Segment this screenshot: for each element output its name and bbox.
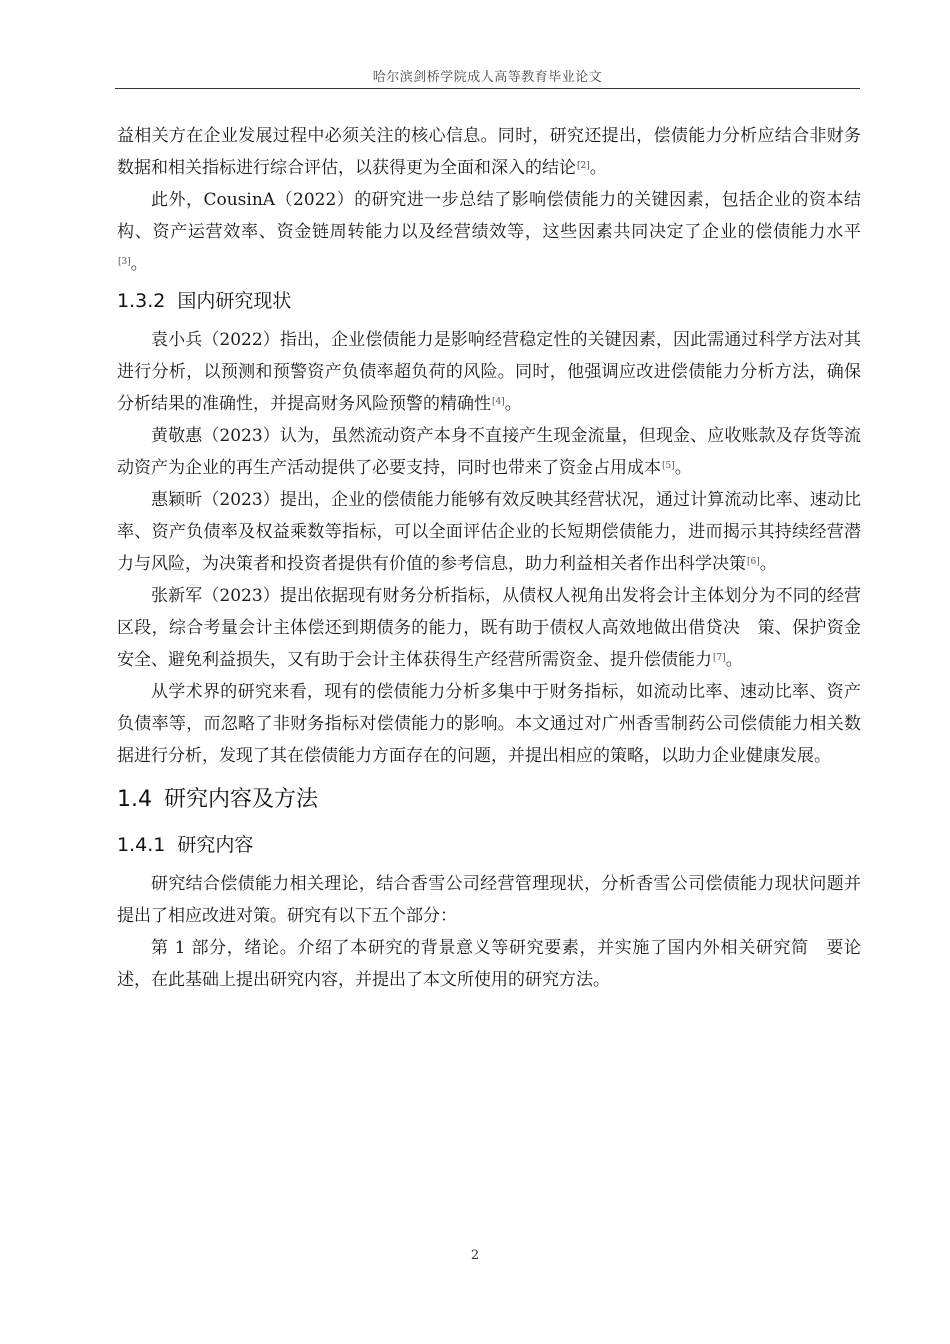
paragraph: [117, 868, 861, 932]
citation-ref[interactable]: [4]: [492, 397, 505, 407]
paragraph-tail: 。: [130, 254, 148, 274]
paragraph-text: 惠颖昕（2023）提出，企业的偿债能力能够有效反映其经营状况，通过计算流动比率、速动比率、资产负债率及权益乘数等指标，可以全面评估企业的长短期偿债能力，进而揭示其持续经营潜力与风险，为决策者和投资者提供有价值的参考信息，助力利益相关者作出科学决策: [117, 490, 861, 574]
citation-ref[interactable]: [2]: [577, 161, 590, 171]
heading-1-3-2: [117, 282, 861, 320]
paragraph-text: 益相关方在企业发展过程中必须关注的核心信息。同时，研究还提出，偿债能力分析应结合非财务数据和相关指标进行综合评估，以获得更为全面和深入的结论: [117, 126, 861, 178]
citation-ref[interactable]: [7]: [713, 653, 726, 663]
header-rule: [115, 88, 860, 89]
paragraph-text: 第 1 部分，绪论。介绍了本研究的背景意义等研究要素，并实施了国内外相关研究简 要论述，在此基础上提出研究内容，并提出了本文所使用的研究方法。: [117, 938, 861, 990]
paragraph-tail: 。: [504, 394, 522, 414]
heading-1-4: [117, 778, 861, 822]
paragraph: [117, 420, 861, 484]
citation-ref[interactable]: [3]: [118, 257, 131, 267]
heading-number: 1.3.2: [117, 290, 166, 312]
citation-ref[interactable]: [6]: [747, 557, 760, 567]
paragraph-text: 研究结合偿债能力相关理论，结合香雪公司经营管理现状，分析香雪公司偿债能力现状问题并提出了相应改进对策。研究有以下五个部分：: [117, 874, 861, 926]
paragraph-tail: 。: [725, 650, 743, 670]
paragraph-text: 从学术界的研究来看，现有的偿债能力分析多集中于财务指标，如流动比率、速动比率、资产负债率等，而忽略了非财务指标对偿债能力的影响。本文通过对广州香雪制药公司偿债能力相关数据进行分析，发现了其在偿债能力方面存在的问题，并提出相应的策略，以助力企业健康发展。: [117, 682, 861, 766]
paragraph-tail: 。: [589, 158, 607, 178]
paragraph-text: 袁小兵（2022）指出，企业偿债能力是影响经营稳定性的关键因素，因此需通过科学方法对其进行分析，以预测和预警资产负债率超负荷的风险。同时，他强调应改进偿债能力分析方法，确保分析结果的准确性，并提高财务风险预警的精确性: [117, 330, 861, 414]
running-header: 哈尔滨剑桥学院成人高等教育毕业论文: [372, 70, 603, 85]
paragraph-text: 黄敬惠（2023）认为，虽然流动资产本身不直接产生现金流量，但现金、应收账款及存货等流动资产为企业的再生产活动提供了必要支持，同时也带来了资金占用成本: [117, 426, 861, 478]
paragraph: [117, 324, 861, 420]
heading-title: 国内研究现状: [177, 290, 292, 312]
paragraph: [117, 676, 861, 772]
paragraph: [117, 484, 861, 580]
paragraph-text: 张新军（2023）提出依据现有财务分析指标，从债权人视角出发将会计主体划分为不同的经营区段，综合考量会计主体偿还到期债务的能力，既有助于债权人高效地做出借贷决 策、保护资金安全、避免利益损失，又有助于会计主体获得生产经营所需资金、提升偿债能力: [117, 586, 861, 670]
paragraph-continuation: [117, 120, 861, 184]
paragraph-text: 此外，CousinA（2022）的研究进一步总结了影响偿债能力的关键因素，包括企业的资本结构、资产运营效率、资金链周转能力以及经营绩效等，这些因素共同决定了企业的偿债能力水平: [117, 190, 861, 242]
paragraph-tail: 。: [759, 554, 777, 574]
heading-title: 研究内容及方法: [164, 787, 319, 812]
heading-number: 1.4.1: [117, 834, 166, 856]
citation-ref[interactable]: [5]: [662, 461, 675, 471]
document-body: [117, 120, 861, 996]
paragraph: [117, 932, 861, 996]
heading-title: 研究内容: [177, 834, 254, 856]
page-number: 2: [470, 1248, 480, 1263]
paragraph: [117, 580, 861, 676]
heading-number: 1.4: [117, 787, 152, 812]
paragraph-tail: 。: [674, 458, 692, 478]
paragraph: [117, 184, 861, 280]
heading-1-4-1: [117, 826, 861, 864]
